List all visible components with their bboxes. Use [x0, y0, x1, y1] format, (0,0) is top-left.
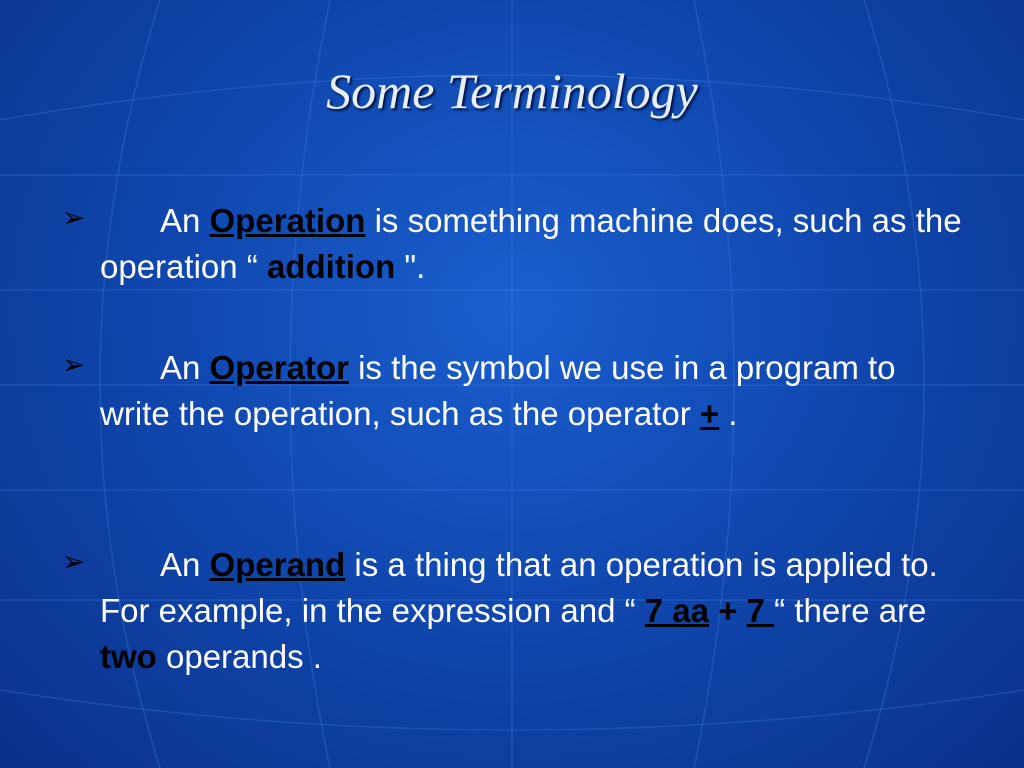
bullet-tail: . — [719, 395, 738, 432]
bullet-text — [100, 198, 962, 290]
bullet-body: is something machine does, such as the operation “ — [100, 202, 962, 285]
arrow-bullet-icon: ➢ — [62, 202, 86, 233]
keyword-two: two — [100, 638, 157, 675]
bullet-lead: An — [160, 202, 201, 239]
bullet-operand — [62, 542, 962, 680]
bullet-tail: operands . — [156, 638, 322, 675]
bullet-text — [100, 542, 962, 680]
bullet-lead: An — [160, 349, 201, 386]
bullet-operator — [62, 345, 962, 437]
bullet-text — [100, 345, 962, 437]
bullet-lead: An — [160, 546, 201, 583]
keyword-operation: Operation — [209, 202, 366, 239]
plus-symbol: + — [699, 395, 720, 432]
bullet-body: is the symbol we use in a program to write the operation, such as the operator — [100, 349, 896, 432]
keyword-operand: Operand — [209, 546, 346, 583]
bullet-mid: “ there are — [774, 592, 927, 629]
operand-7: 7 — [746, 592, 775, 629]
operand-7aa: 7 aa — [644, 592, 710, 629]
keyword-operator: Operator — [209, 349, 349, 386]
keyword-addition: addition — [266, 248, 396, 285]
plus-operator: + — [718, 592, 738, 629]
arrow-bullet-icon: ➢ — [62, 349, 86, 380]
slide-title: Some Terminology — [326, 63, 698, 119]
bullet-operation — [62, 198, 962, 290]
bullet-tail: ". — [395, 248, 426, 285]
bullet-body: is a thing that an operation is applied to. For example, in the expression and “ — [100, 546, 938, 629]
arrow-bullet-icon: ➢ — [62, 546, 86, 577]
